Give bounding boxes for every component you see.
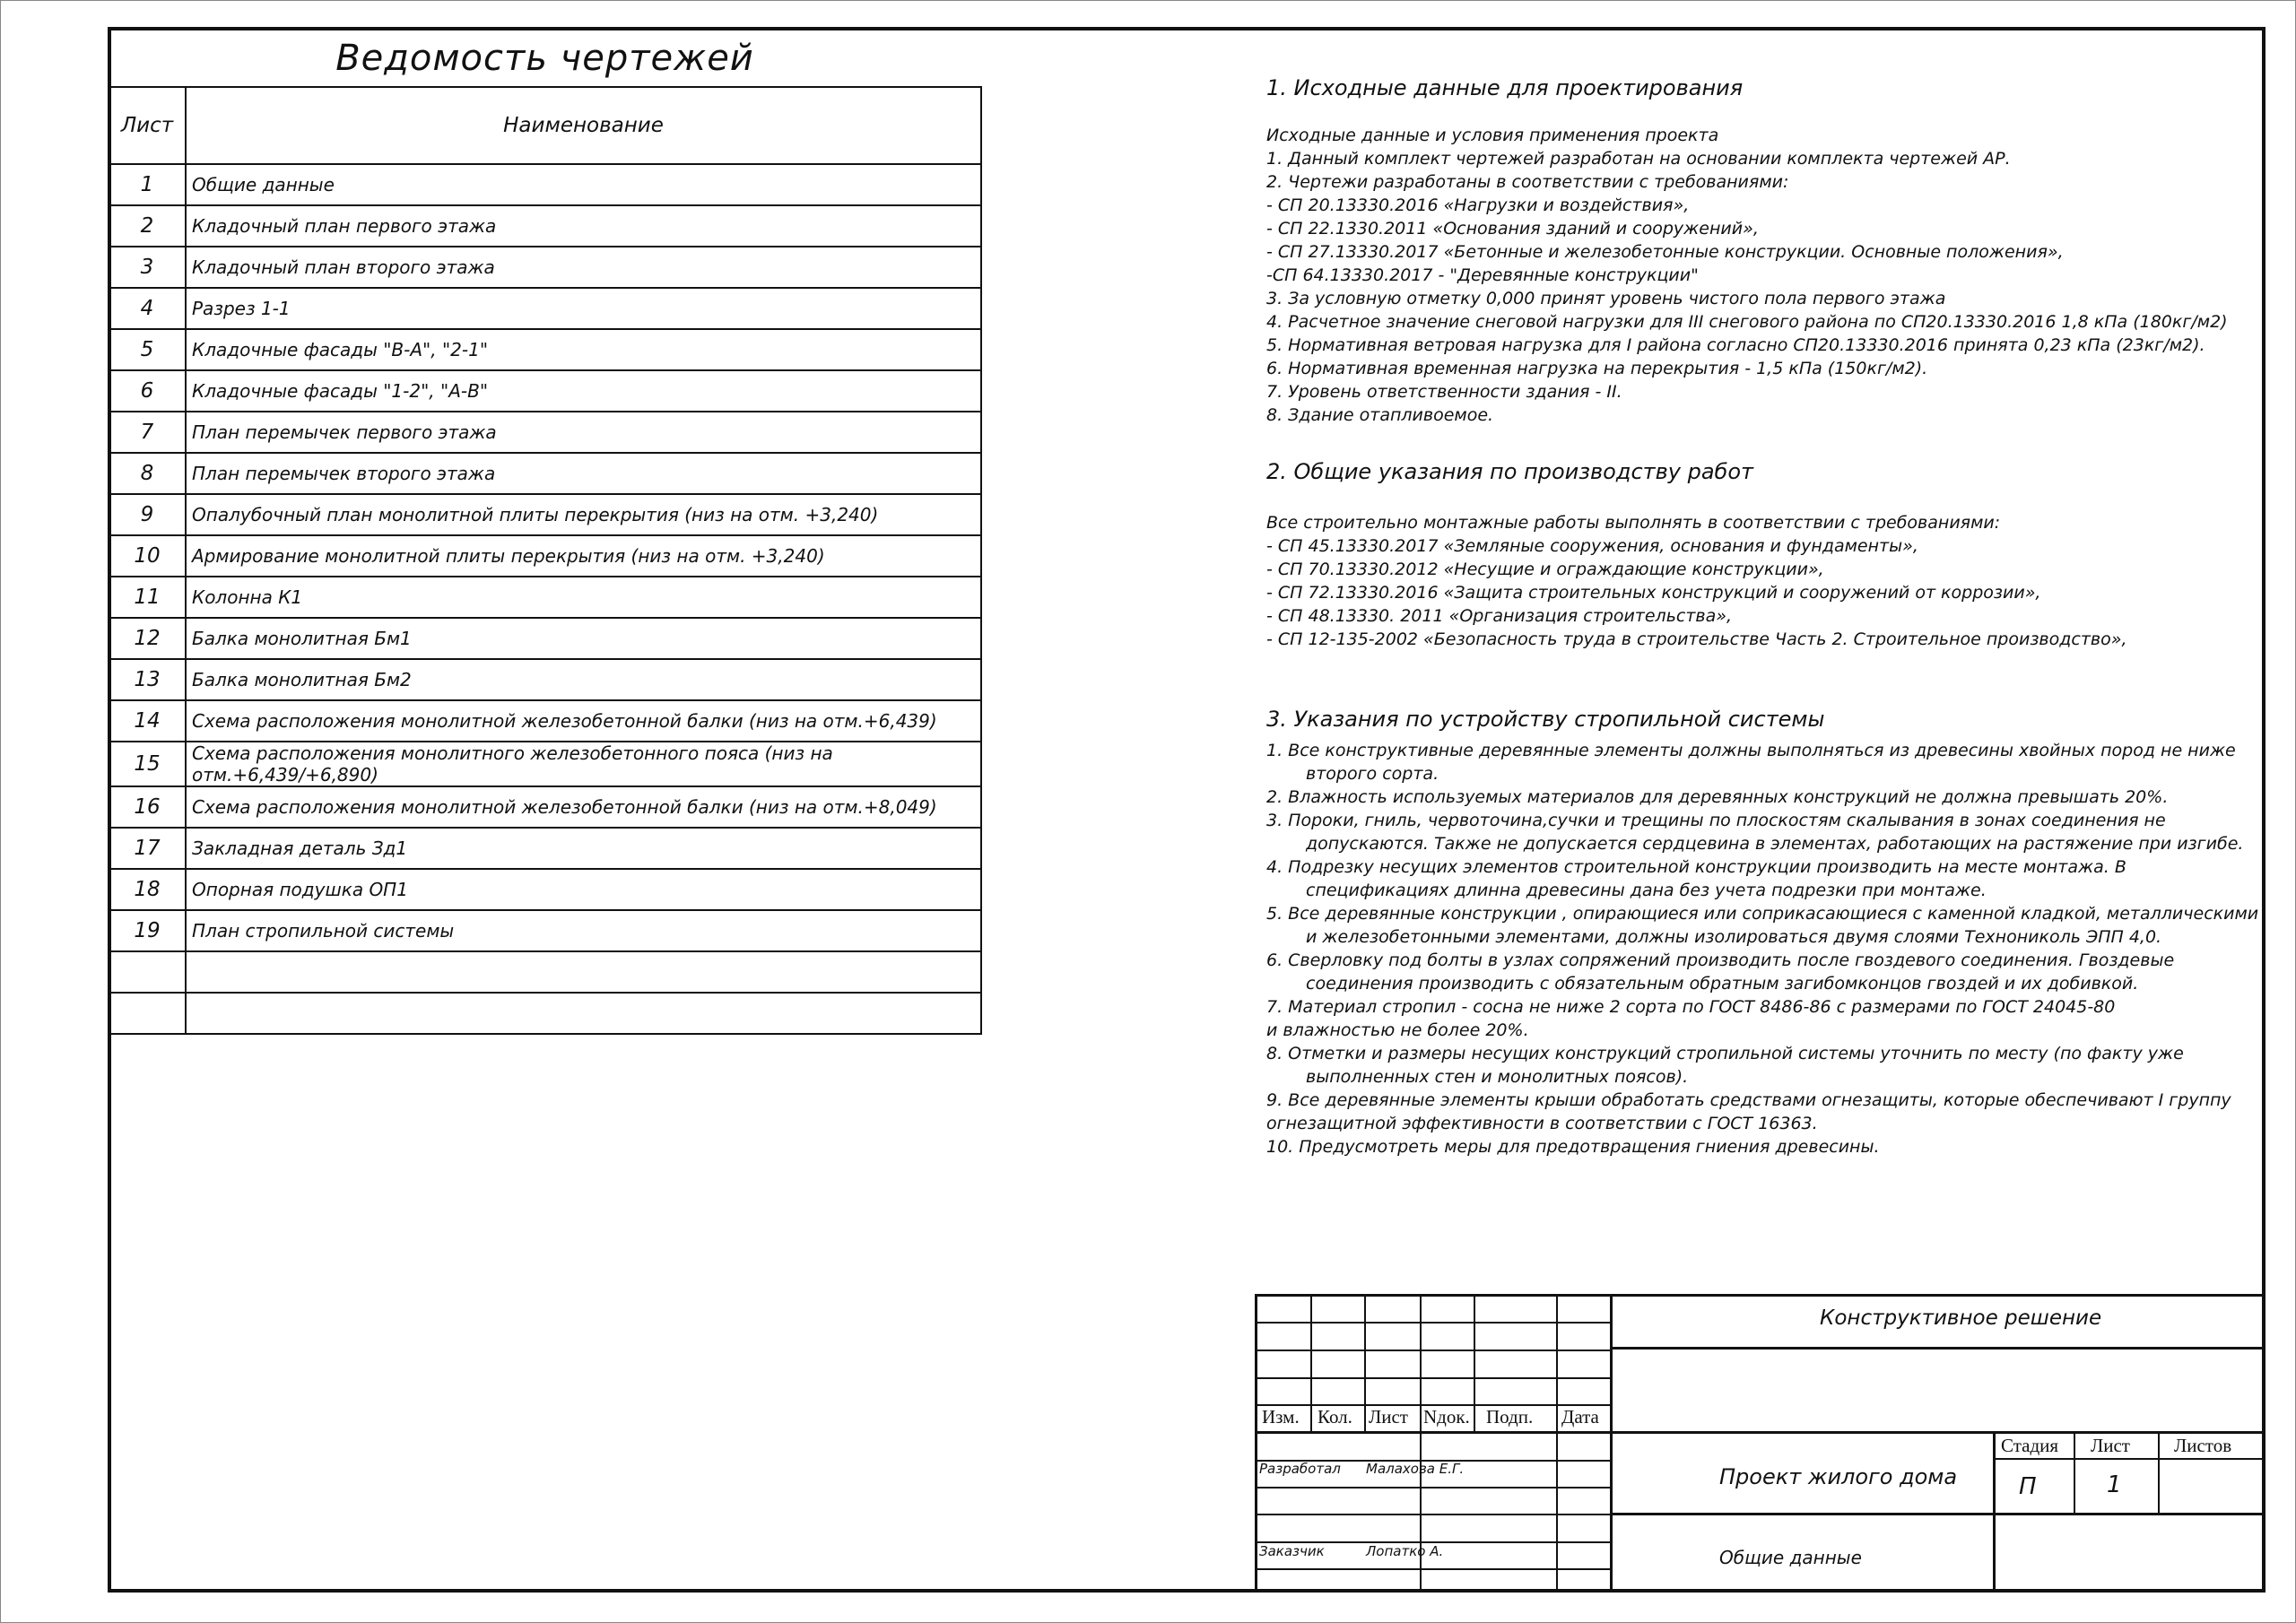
note-line: соединения производить с обязательным обратным загибомконцов гвоздей и их добивкой. bbox=[1306, 974, 2139, 994]
tb-header-list: Лист bbox=[1369, 1406, 1408, 1428]
note-line: 3. За условную отметку 0,000 принят уровень чистого пола первого этажа bbox=[1266, 289, 1946, 308]
tb-sheets-label: Листов bbox=[2174, 1435, 2232, 1456]
table-row bbox=[109, 412, 981, 453]
tb-hline bbox=[1255, 1377, 1612, 1379]
note-line: Исходные данные и условия применения проекта bbox=[1266, 126, 1719, 145]
note-line: допускаются. Также не допускается сердцевина в элементах, работающих на растяжение при изгибе. bbox=[1306, 834, 2244, 854]
note-line: 8. Отметки и размеры несущих конструкций стропильной системы уточнить по месту (по факту уже bbox=[1266, 1044, 2184, 1063]
note-line: второго сорта. bbox=[1306, 764, 1439, 784]
notes-section1-title: 1. Исходные данные для проектирования bbox=[1266, 75, 1744, 100]
note-line: 4. Подрезку несущих элементов строительной конструкции производить на месте монтажа. В bbox=[1266, 857, 2126, 877]
tb-sheet-label: Лист bbox=[2091, 1435, 2130, 1456]
register-sheet-name: Кладочный план первого этажа bbox=[186, 205, 981, 247]
register-sheet-number: 2 bbox=[109, 205, 186, 247]
table-row bbox=[109, 828, 981, 869]
register-sheet-name: Опалубочный план монолитной плиты перекрытия (низ на отм. +3,240) bbox=[186, 494, 981, 535]
register-sheet-number: 14 bbox=[109, 700, 186, 742]
register-sheet-name: Кладочные фасады "1-2", "А-В" bbox=[186, 370, 981, 412]
note-line: - СП 12-135-2002 «Безопасность труда в строительстве Часть 2. Строительное производство», bbox=[1266, 629, 2127, 649]
note-line: 10. Предусмотреть меры для предотвращения гниения древесины. bbox=[1266, 1137, 1880, 1157]
tb-vline bbox=[2074, 1433, 2075, 1514]
tb-hline bbox=[1255, 1514, 1612, 1515]
tb-hline bbox=[1996, 1458, 2266, 1460]
register-header-row bbox=[109, 87, 981, 164]
header-sheet: Лист bbox=[109, 87, 186, 164]
tb-hline bbox=[1255, 1350, 1612, 1351]
note-line: Все строительно монтажные работы выполнять в соответствии с требованиями: bbox=[1266, 513, 2001, 533]
register-sheet-name: Общие данные bbox=[186, 164, 981, 205]
tb-hline bbox=[1612, 1513, 2266, 1515]
header-name: Наименование bbox=[186, 87, 981, 164]
tb-hline bbox=[1255, 1487, 1612, 1488]
register-sheet-number: 9 bbox=[109, 494, 186, 535]
tb-header-data: Дата bbox=[1561, 1406, 1599, 1428]
tb-stage-label: Стадия bbox=[2001, 1435, 2059, 1456]
register-sheet-name: Армирование монолитной плиты перекрытия (низ на отм. +3,240) bbox=[186, 535, 981, 577]
note-line: -СП 64.13330.2017 - "Деревянные конструкции" bbox=[1266, 265, 1699, 285]
table-row bbox=[109, 535, 981, 577]
register-title: Ведомость чертежей bbox=[335, 38, 754, 79]
note-line: 5. Нормативная ветровая нагрузка для I района согласно СП20.13330.2016 принята 0,23 кПа (23кг/м2). bbox=[1266, 335, 2205, 355]
note-line: 6. Сверловку под болты в узлах сопряжений производить после гвоздевого соединения. Гвоздевые bbox=[1266, 950, 2175, 970]
tb-top-border bbox=[1255, 1294, 2266, 1297]
register-sheet-number: 19 bbox=[109, 910, 186, 951]
table-row bbox=[109, 742, 981, 786]
tb-hline bbox=[1612, 1347, 2266, 1350]
table-row bbox=[109, 453, 981, 494]
register-sheet-number: 13 bbox=[109, 659, 186, 700]
register-sheet-name: Закладная деталь Зд1 bbox=[186, 828, 981, 869]
general-notes bbox=[1266, 75, 2259, 1159]
table-row bbox=[109, 618, 981, 659]
tb-vline bbox=[2158, 1433, 2160, 1514]
register-sheet-number: 12 bbox=[109, 618, 186, 659]
table-row bbox=[109, 494, 981, 535]
tb-vline bbox=[1474, 1294, 1475, 1433]
tb-header-kol: Кол. bbox=[1318, 1406, 1352, 1428]
note-line: - СП 70.13330.2012 «Несущие и ограждающие конструкции», bbox=[1266, 560, 1824, 579]
register-sheet-name bbox=[186, 951, 981, 993]
note-line: 2. Чертежи разработаны в соответствии с требованиями: bbox=[1266, 172, 1789, 192]
register-sheet-name: Опорная подушка ОП1 bbox=[186, 869, 981, 910]
note-line: 4. Расчетное значение снеговой нагрузки для III снегового района по СП20.13330.2016 1,8 кПа (180кг/м2) bbox=[1266, 312, 2228, 332]
note-line: - СП 45.13330.2017 «Земляные сооружения, основания и фундаменты», bbox=[1266, 536, 1918, 556]
register-sheet-number: 6 bbox=[109, 370, 186, 412]
register-sheet-name: Балка монолитная Бм1 bbox=[186, 618, 981, 659]
tb-customer-label: Заказчик bbox=[1259, 1543, 1325, 1559]
note-line: 6. Нормативная временная нагрузка на перекрытия - 1,5 кПа (150кг/м2). bbox=[1266, 359, 1928, 378]
register-sheet-number: 18 bbox=[109, 869, 186, 910]
register-sheet-name: Разрез 1-1 bbox=[186, 288, 981, 329]
tb-sheet-title: Общие данные bbox=[1719, 1547, 1862, 1568]
register-sheet-name: Схема расположения монолитной железобетонной балки (низ на отм.+6,439) bbox=[186, 700, 981, 742]
register-sheet-name: Схема расположения монолитного железобетонного пояса (низ на отм.+6,439/+6,890) bbox=[186, 742, 981, 786]
tb-header-podp: Подп. bbox=[1486, 1406, 1534, 1428]
table-row bbox=[109, 247, 981, 288]
table-row bbox=[109, 164, 981, 205]
tb-vline bbox=[1556, 1294, 1558, 1593]
note-line: и железобетонными элементами, должны изолироваться двумя слоями Технониколь ЭПП 4,0. bbox=[1306, 927, 2162, 947]
table-row bbox=[109, 288, 981, 329]
tb-customer-name: Лопатко А. bbox=[1366, 1543, 1444, 1559]
register-sheet-number: 17 bbox=[109, 828, 186, 869]
notes-section3-lines bbox=[1266, 739, 2259, 1159]
tb-hline bbox=[1255, 1568, 1612, 1570]
register-sheet-name: Схема расположения монолитной железобетонной балки (низ на отм.+8,049) bbox=[186, 786, 981, 828]
note-line: - СП 20.13330.2016 «Нагрузки и воздействия», bbox=[1266, 195, 1690, 215]
register-sheet-number: 15 bbox=[109, 742, 186, 786]
register-sheet-name: План перемычек второго этажа bbox=[186, 453, 981, 494]
register-sheet-number: 8 bbox=[109, 453, 186, 494]
note-line: - СП 48.13330. 2011 «Организация строительства», bbox=[1266, 606, 1733, 626]
register-sheet-number: 1 bbox=[109, 164, 186, 205]
register-sheet-name: Кладочный план второго этажа bbox=[186, 247, 981, 288]
note-line: и влажностью не более 20%. bbox=[1266, 1020, 1529, 1040]
table-row bbox=[109, 910, 981, 951]
tb-header-izm: Изм. bbox=[1262, 1406, 1300, 1428]
register-sheet-name: Балка монолитная Бм2 bbox=[186, 659, 981, 700]
tb-vline-main bbox=[1610, 1294, 1613, 1593]
table-row bbox=[109, 700, 981, 742]
note-line: 7. Материал стропил - сосна не ниже 2 сорта по ГОСТ 8486-86 с размерами по ГОСТ 24045-80 bbox=[1266, 997, 2116, 1017]
note-line: спецификациях длинна древесины дана без учета подрезки при монтаже. bbox=[1306, 881, 1987, 900]
table-row bbox=[109, 869, 981, 910]
table-row bbox=[109, 993, 981, 1034]
note-line: огнезащитной эффективности в соответствии с ГОСТ 16363. bbox=[1266, 1114, 1818, 1133]
note-line: 7. Уровень ответственности здания - II. bbox=[1266, 382, 1622, 402]
register-sheet-number: 5 bbox=[109, 329, 186, 370]
register-sheet-number: 3 bbox=[109, 247, 186, 288]
register-sheet-number: 7 bbox=[109, 412, 186, 453]
table-row bbox=[109, 951, 981, 993]
register-sheet-number: 10 bbox=[109, 535, 186, 577]
register-body bbox=[109, 164, 981, 1034]
note-line: 3. Пороки, гниль, червоточина,сучки и трещины по плоскостям скалывания в зонах соединения не bbox=[1266, 811, 2166, 830]
tb-project-name: Проект жилого дома bbox=[1719, 1464, 1958, 1489]
notes-section1-lines bbox=[1266, 124, 2253, 427]
register-sheet-number bbox=[109, 993, 186, 1034]
register-sheet-number bbox=[109, 951, 186, 993]
notes-section2-lines bbox=[1266, 511, 2253, 651]
notes-section2-title: 2. Общие указания по производству работ bbox=[1266, 459, 1753, 484]
table-row bbox=[109, 205, 981, 247]
table-row bbox=[109, 577, 981, 618]
note-line: - СП 72.13330.2016 «Защита строительных конструкций и сооружений от коррозии», bbox=[1266, 583, 2041, 603]
tb-header-ndok: Nдок. bbox=[1423, 1406, 1470, 1428]
register-sheet-number: 16 bbox=[109, 786, 186, 828]
note-line: 1. Все конструктивные деревянные элементы должны выполняться из древесины хвойных пород не ниже bbox=[1266, 741, 2236, 760]
tb-sheet-value: 1 bbox=[2107, 1471, 2122, 1498]
notes-section3-title: 3. Указания по устройству стропильной системы bbox=[1266, 707, 1825, 732]
register-sheet-name bbox=[186, 993, 981, 1034]
register-sheet-name: План перемычек первого этажа bbox=[186, 412, 981, 453]
tb-developed-label: Разработал bbox=[1259, 1461, 1341, 1477]
tb-hline-thick bbox=[1255, 1431, 2266, 1434]
drawing-register-table bbox=[108, 86, 982, 1035]
tb-title: Конструктивное решение bbox=[1820, 1306, 2102, 1330]
tb-stage-value: П bbox=[2019, 1473, 2037, 1500]
tb-hline bbox=[1255, 1322, 1612, 1324]
register-sheet-name: Колонна К1 bbox=[186, 577, 981, 618]
register-sheet-number: 11 bbox=[109, 577, 186, 618]
note-line: 1. Данный комплект чертежей разработан на основании комплекта чертежей АР. bbox=[1266, 149, 2011, 169]
note-line: 9. Все деревянные элементы крыши обработать средствами огнезащиты, которые обеспечивают I группу bbox=[1266, 1090, 2231, 1110]
register-sheet-name: Кладочные фасады "В-А", "2-1" bbox=[186, 329, 981, 370]
note-line: 8. Здание отапливоемое. bbox=[1266, 405, 1494, 425]
tb-developed-name: Малахова Е.Г. bbox=[1366, 1461, 1465, 1477]
table-row bbox=[109, 786, 981, 828]
table-row bbox=[109, 370, 981, 412]
tb-left-border bbox=[1255, 1294, 1257, 1593]
register-sheet-number: 4 bbox=[109, 288, 186, 329]
note-line: - СП 27.13330.2017 «Бетонные и железобетонные конструкции. Основные положения», bbox=[1266, 242, 2064, 262]
tb-vline bbox=[1364, 1294, 1366, 1433]
note-line: 5. Все деревянные конструкции , опирающиеся или соприкасающиеся с каменной кладкой, металлическими bbox=[1266, 904, 2259, 924]
register-sheet-name: План стропильной системы bbox=[186, 910, 981, 951]
title-block bbox=[1255, 1294, 2266, 1593]
note-line: выполненных стен и монолитных поясов). bbox=[1306, 1067, 1689, 1087]
tb-vline bbox=[1310, 1294, 1312, 1433]
note-line: - СП 22.1330.2011 «Основания зданий и сооружений», bbox=[1266, 219, 1759, 239]
table-row bbox=[109, 659, 981, 700]
note-line: 2. Влажность используемых материалов для деревянных конструкций не должна превышать 20%. bbox=[1266, 787, 2169, 807]
table-row bbox=[109, 329, 981, 370]
